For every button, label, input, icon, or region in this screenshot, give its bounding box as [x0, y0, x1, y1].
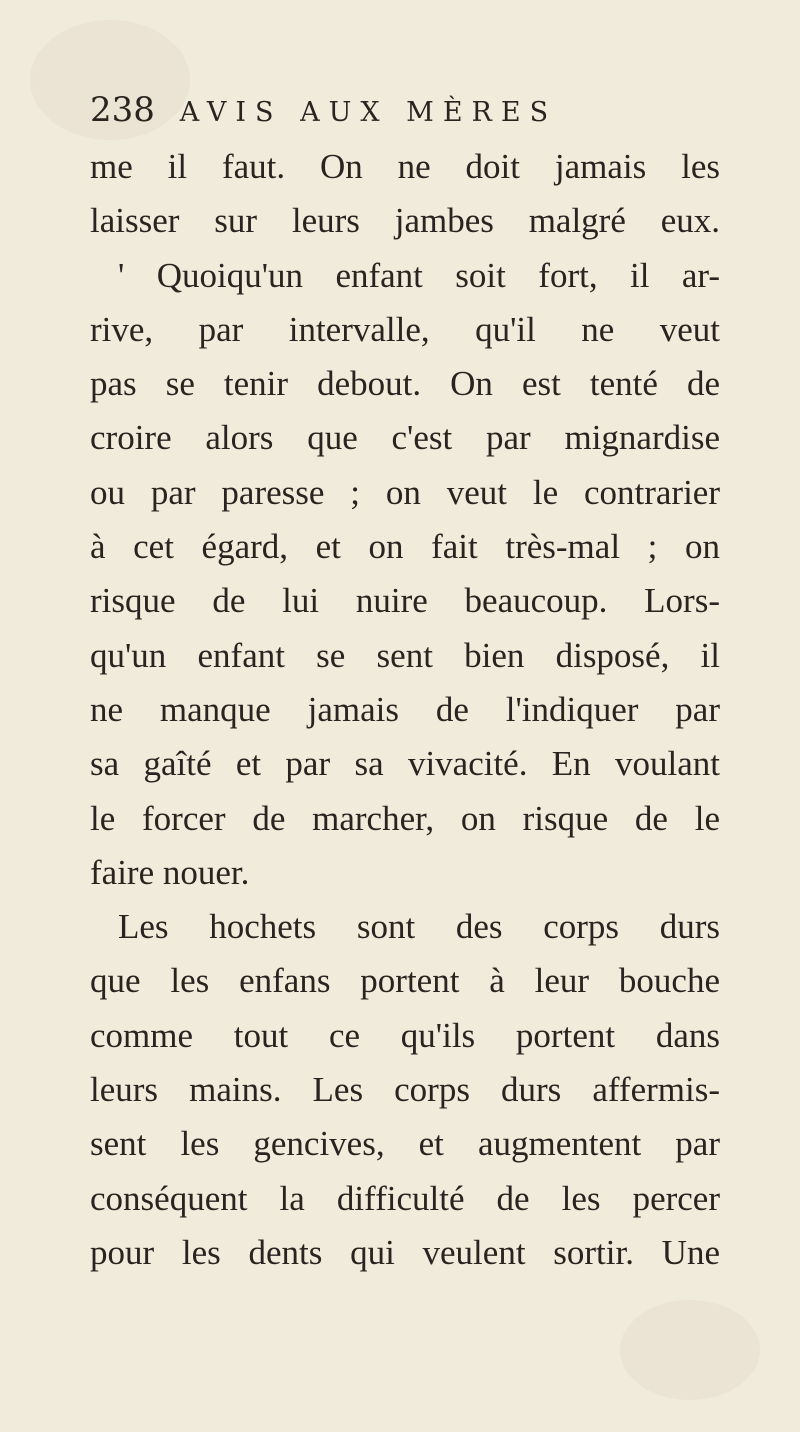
- text-line: ' Quoiqu'un enfant soit fort, il ar-: [118, 255, 720, 295]
- text-line: laisser sur leurs jambes malgré eux.: [90, 201, 720, 241]
- text-line: risque de lui nuire beaucoup. Lors-: [90, 581, 720, 621]
- text-line: faire nouer.: [90, 852, 250, 892]
- text-line: comme tout ce qu'ils portent dans: [90, 1015, 720, 1055]
- text-line: rive, par intervalle, qu'il ne veut: [90, 309, 720, 349]
- running-head: AVIS AUX MÈRES: [179, 97, 558, 128]
- text-line: que les enfans portent à leur bouche: [90, 961, 720, 1001]
- page-number: 238: [90, 90, 155, 130]
- text-line: sa gaîté et par sa vivacité. En voulant: [90, 744, 720, 784]
- paper-stain: [620, 1300, 760, 1400]
- text-line: Les hochets sont des corps durs: [118, 907, 720, 947]
- text-line: pas se tenir debout. On est tenté de: [90, 364, 720, 404]
- text-line: pour les dents qui veulent sortir. Une: [90, 1232, 720, 1272]
- text-line: sent les gencives, et augmentent par: [90, 1124, 720, 1164]
- text-line: à cet égard, et on fait très-mal ; on: [90, 527, 720, 567]
- body-text: [90, 140, 720, 1280]
- text-line: leurs mains. Les corps durs affermis-: [90, 1070, 720, 1110]
- text-line: conséquent la difficulté de les percer: [90, 1178, 720, 1218]
- text-line: me il faut. On ne doit jamais les: [90, 147, 720, 186]
- text-line: qu'un enfant se sent bien disposé, il: [90, 635, 720, 675]
- page-header: [90, 88, 690, 132]
- text-line: ou par paresse ; on veut le contrarier: [90, 472, 720, 512]
- text-line: ne manque jamais de l'indiquer par: [90, 689, 720, 729]
- text-line: croire alors que c'est par mignardise: [90, 418, 720, 458]
- text-line: le forcer de marcher, on risque de le: [90, 798, 720, 838]
